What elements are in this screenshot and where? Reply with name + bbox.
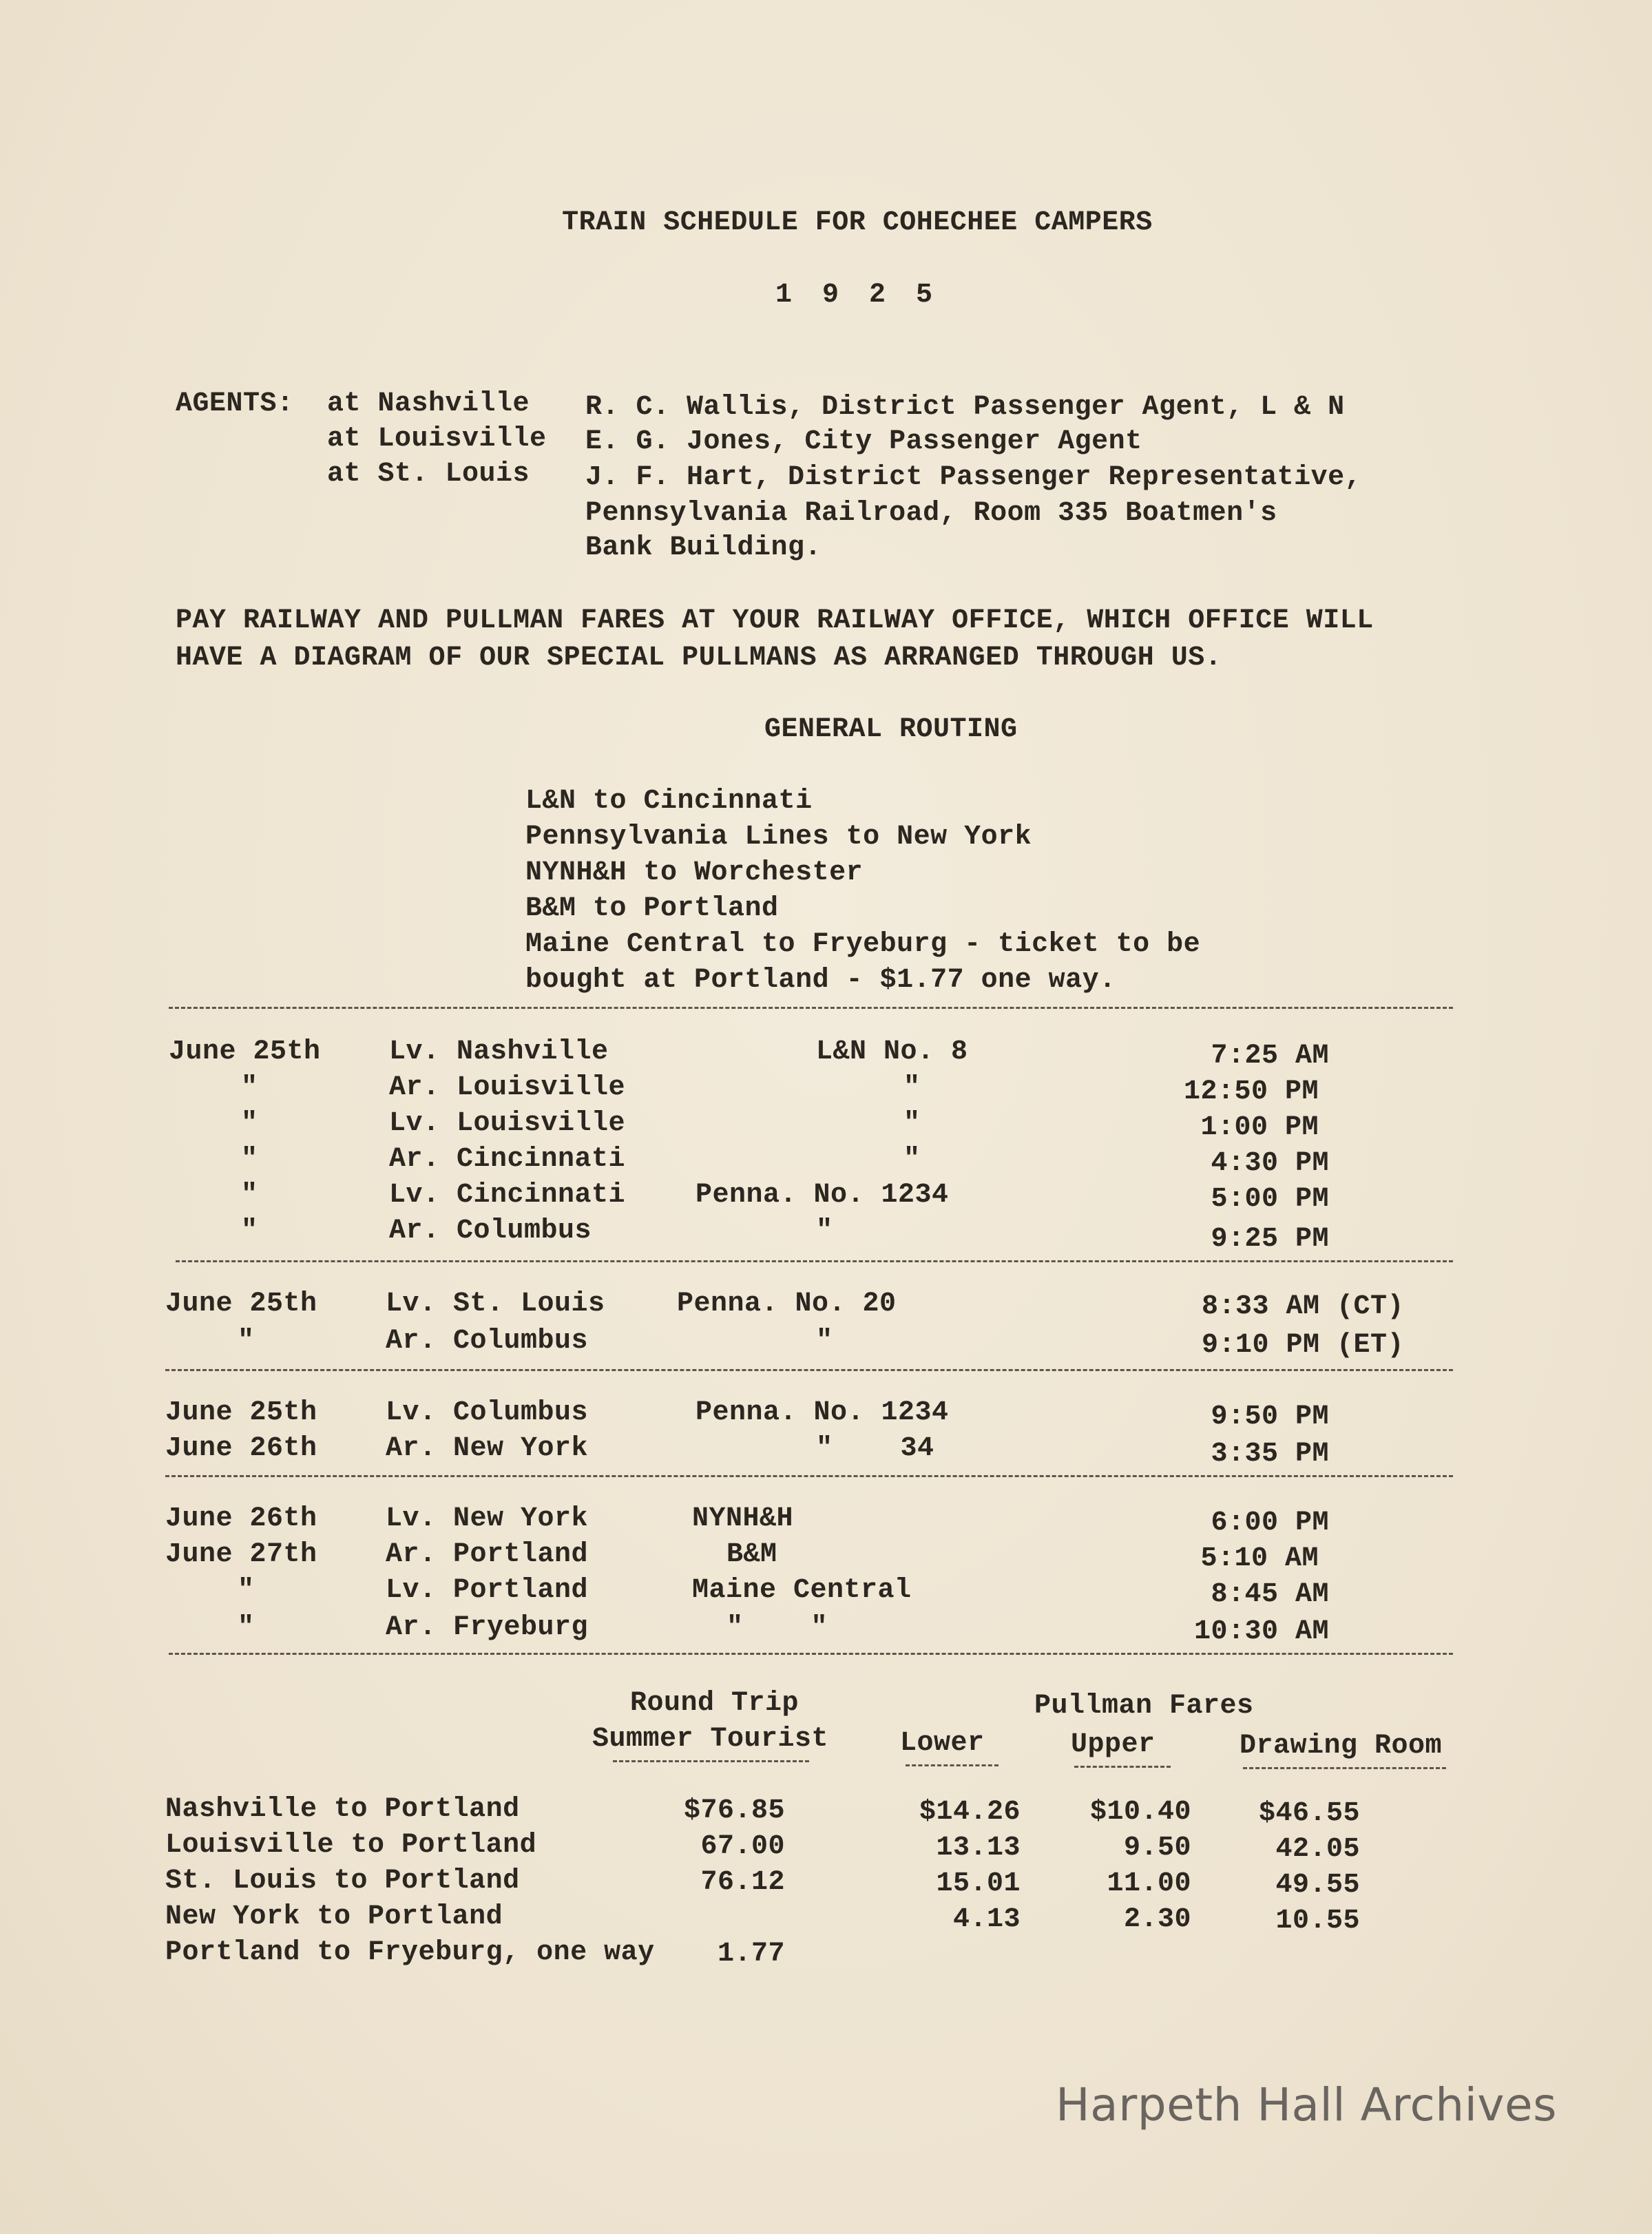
agent-place: at St. Louis	[327, 459, 530, 490]
lower-fare: 13.13	[936, 1833, 1021, 1864]
schedule-train: Maine Central	[692, 1575, 912, 1606]
schedule-station: Lv. St. Louis	[386, 1288, 605, 1319]
fare-row	[0, 1793, 1652, 1829]
fare-route: Nashville to Portland	[165, 1794, 520, 1825]
schedule-time: 3:35 PM	[1211, 1439, 1329, 1470]
schedule-date: June 26th	[165, 1503, 317, 1534]
schedule-date: June 27th	[165, 1539, 317, 1570]
agent-text: E. G. Jones, City Passenger Agent	[585, 426, 1142, 457]
routing-line: NYNH&H to Worchester	[525, 857, 864, 888]
upper-header: Upper	[1071, 1729, 1156, 1760]
agent-text: J. F. Hart, District Passenger Representative,	[585, 462, 1362, 493]
schedule-train: Penna. No. 1234	[696, 1180, 949, 1211]
schedule-station: Ar. Louisville	[389, 1072, 626, 1103]
schedule-train: Penna. No. 1234	[696, 1397, 949, 1428]
schedule-row	[0, 1432, 1652, 1468]
routing-line: Maine Central to Fryeburg - ticket to be	[525, 929, 1201, 960]
schedule-date: "	[241, 1072, 258, 1103]
schedule-time: 1:00 PM	[1200, 1112, 1319, 1143]
routing-heading: GENERAL ROUTING	[764, 714, 1018, 745]
lower-fare: 4.13	[952, 1904, 1021, 1935]
schedule-train: "	[816, 1326, 833, 1357]
drawing-room-fare: $46.55	[1258, 1798, 1360, 1829]
agent-place: at Louisville	[327, 424, 547, 455]
drawing-room-fare: 10.55	[1275, 1906, 1360, 1937]
round-trip-fare: $76.85	[683, 1795, 785, 1826]
section-divider	[176, 1260, 1453, 1262]
schedule-station: Ar. Portland	[386, 1539, 589, 1570]
routing-line: B&M to Portland	[525, 893, 779, 924]
lower-header: Lower	[900, 1728, 985, 1759]
round-trip-header: Round Trip	[630, 1688, 799, 1719]
fare-route: Louisville to Portland	[165, 1830, 537, 1861]
agent-place: at Nashville	[327, 388, 530, 419]
schedule-train: L&N No. 8	[816, 1036, 968, 1067]
schedule-row	[0, 1325, 1652, 1361]
schedule-row	[0, 1143, 1652, 1179]
archive-watermark: Harpeth Hall Archives	[1056, 2078, 1557, 2131]
schedule-station: Ar. Fryeburg	[386, 1612, 589, 1643]
header-underline	[906, 1764, 998, 1766]
schedule-time: 8:33 AM (CT)	[1202, 1291, 1405, 1322]
pullman-header: Pullman Fares	[1034, 1691, 1254, 1722]
section-divider	[169, 1653, 1453, 1655]
schedule-row	[0, 1611, 1652, 1647]
lower-fare: 15.01	[936, 1868, 1021, 1899]
schedule-train: "	[816, 1215, 833, 1246]
fare-row	[0, 1829, 1652, 1865]
schedule-time: 5:00 PM	[1211, 1184, 1329, 1215]
drawing-room-fare: 49.55	[1275, 1870, 1360, 1901]
lower-fare: $14.26	[919, 1797, 1021, 1828]
schedule-row	[0, 1215, 1652, 1255]
header-underline	[613, 1760, 809, 1762]
schedule-row	[0, 1288, 1652, 1324]
agent-text: R. C. Wallis, District Passenger Agent, L & N	[585, 392, 1345, 423]
schedule-date: "	[241, 1108, 258, 1139]
upper-fare: $10.40	[1089, 1797, 1191, 1828]
upper-fare: 9.50	[1123, 1833, 1191, 1864]
schedule-date: "	[238, 1575, 255, 1606]
schedule-train: " 34	[816, 1433, 934, 1464]
schedule-row	[0, 1107, 1652, 1143]
schedule-train: "	[903, 1144, 921, 1175]
schedule-time: 9:25 PM	[1211, 1224, 1329, 1255]
schedule-station: Ar. Cincinnati	[389, 1144, 626, 1175]
schedule-date: "	[241, 1215, 258, 1246]
agent-text: Bank Building.	[585, 532, 822, 563]
schedule-time: 4:30 PM	[1211, 1148, 1329, 1179]
schedule-row	[0, 1179, 1652, 1215]
document-year: 1 9 2 5	[775, 280, 940, 311]
header-underline	[1074, 1766, 1171, 1768]
schedule-station: Lv. Portland	[386, 1575, 589, 1606]
fare-row	[0, 1865, 1652, 1901]
schedule-time: 9:10 PM (ET)	[1202, 1330, 1405, 1361]
schedule-row	[0, 1503, 1652, 1538]
schedule-station: Ar. New York	[386, 1433, 589, 1464]
schedule-train: Penna. No. 20	[677, 1288, 897, 1319]
document-title: TRAIN SCHEDULE FOR COHECHEE CAMPERS	[562, 207, 1153, 238]
schedule-date: "	[238, 1326, 255, 1357]
schedule-date: June 25th	[165, 1397, 317, 1428]
schedule-date: "	[241, 1180, 258, 1211]
schedule-time: 8:45 AM	[1211, 1579, 1329, 1610]
header-underline	[1243, 1767, 1446, 1769]
schedule-time: 9:50 PM	[1211, 1401, 1329, 1432]
schedule-train: " "	[726, 1612, 828, 1643]
section-divider	[169, 1007, 1453, 1009]
routing-line: L&N to Cincinnati	[525, 786, 813, 817]
fare-row	[0, 1901, 1652, 1937]
schedule-train: B&M	[726, 1539, 777, 1570]
schedule-station: Lv. Columbus	[386, 1397, 589, 1428]
round-trip-fare: 1.77	[717, 1939, 785, 1970]
fare-row	[0, 1937, 1652, 1972]
agents-label: AGENTS:	[176, 388, 294, 419]
fare-route: St. Louis to Portland	[165, 1866, 520, 1897]
schedule-station: Lv. New York	[386, 1503, 589, 1534]
schedule-date: "	[241, 1144, 258, 1175]
fare-route: Portland to Fryeburg, one way	[165, 1937, 655, 1968]
round-trip-fare: 76.12	[700, 1867, 785, 1898]
routing-line: bought at Portland - $1.77 one way.	[525, 965, 1116, 996]
schedule-row	[0, 1538, 1652, 1574]
schedule-date: "	[238, 1612, 255, 1643]
schedule-station: Ar. Columbus	[389, 1215, 592, 1246]
schedule-row	[0, 1397, 1652, 1432]
upper-fare: 11.00	[1107, 1868, 1191, 1899]
schedule-station: Lv. Louisville	[389, 1108, 626, 1139]
drawing-room-header: Drawing Room	[1240, 1731, 1443, 1762]
schedule-train: NYNH&H	[692, 1503, 794, 1534]
schedule-date: June 26th	[165, 1433, 317, 1464]
notice-line: HAVE A DIAGRAM OF OUR SPECIAL PULLMANS AS ARRANGED THROUGH US.	[176, 643, 1222, 674]
schedule-date: June 25th	[169, 1036, 321, 1067]
schedule-time: 5:10 AM	[1200, 1543, 1319, 1574]
schedule-row	[0, 1574, 1652, 1610]
round-trip-subheader: Summer Tourist	[592, 1724, 829, 1755]
schedule-station: Lv. Cincinnati	[389, 1180, 626, 1211]
section-divider	[165, 1369, 1453, 1371]
routing-line: Pennsylvania Lines to New York	[525, 822, 1032, 853]
schedule-station: Ar. Columbus	[386, 1326, 589, 1357]
schedule-time: 6:00 PM	[1211, 1507, 1329, 1538]
upper-fare: 2.30	[1123, 1904, 1191, 1935]
schedule-time: 12:50 PM	[1183, 1076, 1319, 1107]
fare-route: New York to Portland	[165, 1901, 503, 1932]
schedule-time: 10:30 AM	[1193, 1616, 1329, 1647]
schedule-time: 7:25 AM	[1211, 1041, 1329, 1072]
notice-line: PAY RAILWAY AND PULLMAN FARES AT YOUR RAILWAY OFFICE, WHICH OFFICE WILL	[176, 605, 1374, 636]
schedule-train: "	[903, 1072, 921, 1103]
schedule-train: "	[903, 1108, 921, 1139]
drawing-room-fare: 42.05	[1275, 1834, 1360, 1865]
agent-text: Pennsylvania Railroad, Room 335 Boatmen's	[585, 498, 1277, 529]
schedule-date: June 25th	[165, 1288, 317, 1319]
schedule-row	[0, 1036, 1652, 1072]
schedule-row	[0, 1072, 1652, 1107]
round-trip-fare: 67.00	[700, 1831, 785, 1862]
section-divider	[165, 1475, 1453, 1477]
schedule-station: Lv. Nashville	[389, 1036, 609, 1067]
